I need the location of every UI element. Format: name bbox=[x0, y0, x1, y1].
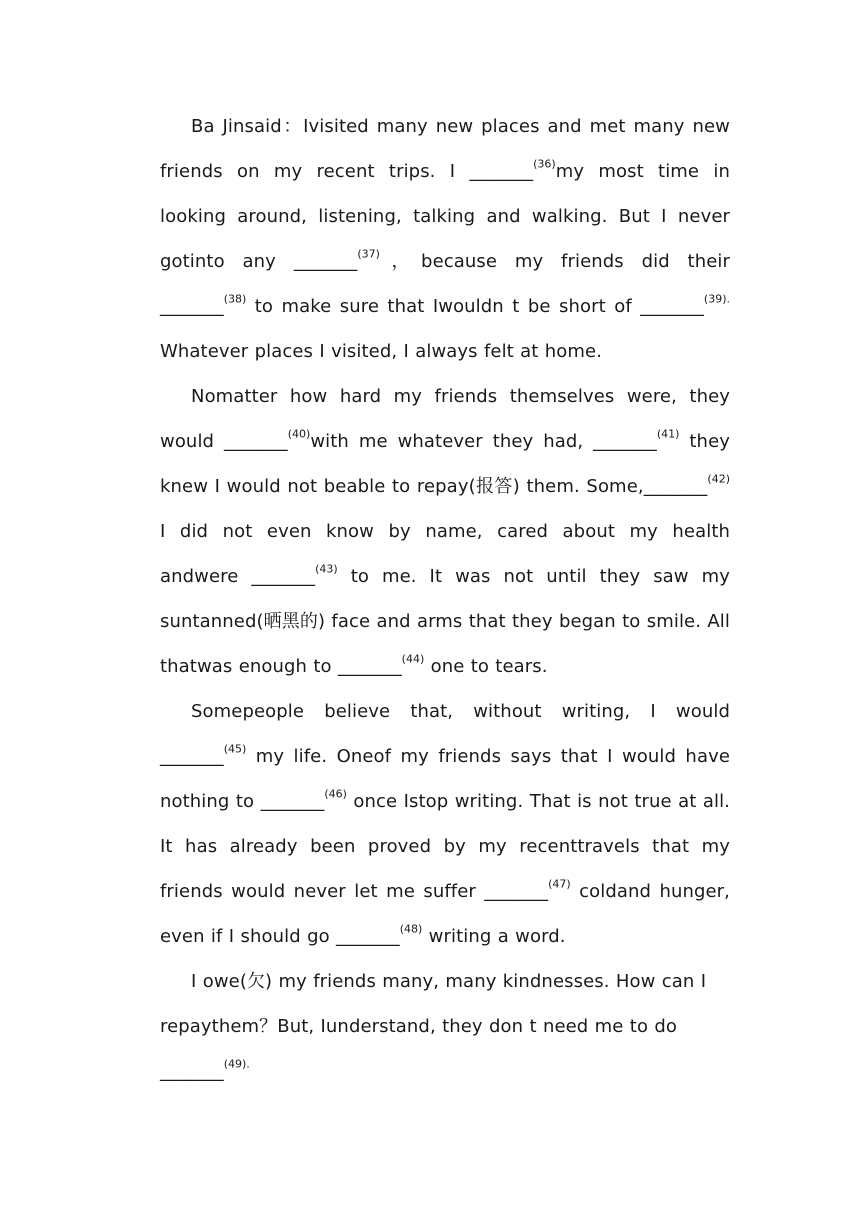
passage-text: to me. It was not until they saw my suntanned(晒黑的) face and arms that they began to smile. All thatwas enough to bbox=[160, 566, 730, 677]
passage-text: I did not even know by name, cared about my health andwere bbox=[160, 521, 730, 587]
blank-underline: _______ bbox=[251, 566, 316, 587]
blank-underline: _______ bbox=[484, 881, 549, 902]
question-number: (40) bbox=[287, 427, 311, 441]
cloze-blank bbox=[160, 742, 247, 767]
passage-text: they knew I would not beable to repay(报答) them. Some, bbox=[160, 431, 730, 497]
blank-underline: _______ bbox=[336, 926, 400, 947]
cloze-blank bbox=[640, 292, 730, 317]
question-number: (42) bbox=[707, 472, 730, 486]
passage-text: Ba Jinsaid：Ivisited many new places and met many new friends on my recent trips. I bbox=[160, 116, 730, 182]
question-number: (48) bbox=[399, 922, 423, 936]
cloze-blank bbox=[260, 787, 347, 812]
passage-paragraph bbox=[160, 104, 730, 374]
blank-underline: _______ bbox=[593, 431, 657, 452]
passage-text: coldand hunger, even if I should go bbox=[160, 881, 730, 947]
cloze-blank bbox=[643, 472, 730, 497]
question-number: (43) bbox=[315, 562, 338, 576]
passage-text: I owe(欠) my friends many, many kindnesses. How can I repaythem？But, Iunderstand, they don t need me to do bbox=[160, 971, 707, 1037]
blank-underline: _______ bbox=[469, 161, 534, 182]
passage-text: one to tears. bbox=[424, 656, 548, 677]
blank-underline: _______ bbox=[643, 476, 708, 497]
cloze-blank bbox=[224, 427, 311, 452]
cloze-blank bbox=[293, 247, 380, 272]
passage-paragraph bbox=[160, 374, 730, 689]
cloze-blank bbox=[160, 1057, 250, 1082]
question-number: (41) bbox=[656, 427, 680, 441]
passage-text: my most time in looking around, listening, talking and walking. But I never gotinto any bbox=[160, 161, 730, 272]
blank-underline: _______ bbox=[160, 746, 224, 767]
question-number: (39). bbox=[703, 292, 730, 306]
passage-text: Somepeople believe that, without writing, I would bbox=[191, 701, 730, 722]
passage-paragraph bbox=[160, 689, 730, 959]
passage-text: writing a word. bbox=[422, 926, 566, 947]
question-number: (45) bbox=[223, 742, 247, 756]
passage bbox=[160, 104, 730, 1094]
cloze-blank bbox=[336, 922, 423, 947]
blank-underline: _______ bbox=[293, 251, 358, 272]
question-number: (36) bbox=[533, 157, 556, 171]
question-number: (46) bbox=[324, 787, 347, 801]
passage-text: ，because my friends did their bbox=[379, 251, 730, 272]
blank-underline: _______ bbox=[337, 656, 402, 677]
passage-text: Whatever places I visited, I always felt at home. bbox=[160, 341, 603, 362]
blank-underline: _______ bbox=[224, 431, 288, 452]
cloze-blank bbox=[160, 292, 247, 317]
cloze-blank bbox=[469, 157, 556, 182]
question-number: (47) bbox=[548, 877, 571, 891]
blank-underline: _______ bbox=[260, 791, 325, 812]
blank-underline: _______ bbox=[160, 296, 224, 317]
question-number: (49). bbox=[223, 1057, 250, 1071]
blank-underline: _______ bbox=[160, 1061, 224, 1082]
cloze-blank bbox=[337, 652, 425, 677]
cloze-blank bbox=[593, 427, 680, 452]
cloze-blank bbox=[484, 877, 571, 902]
passage-text: once Istop writing. That is not true at all. It has already been proved by my recenttravels that my friends would never let me suffer bbox=[160, 791, 731, 902]
blank-underline: _______ bbox=[640, 296, 704, 317]
passage-paragraph bbox=[160, 959, 730, 1094]
passage-text: with me whatever they had, bbox=[310, 431, 594, 452]
question-number: (44) bbox=[401, 652, 425, 666]
passage-text: my life. Oneof my friends says that I would have nothing to bbox=[160, 746, 730, 812]
question-number: (38) bbox=[223, 292, 247, 306]
cloze-blank bbox=[251, 562, 338, 587]
question-number: (37) bbox=[357, 247, 380, 261]
passage-text: to make sure that Iwouldn t be short of bbox=[246, 296, 641, 317]
passage-text: Nomatter how hard my friends themselves were, they would bbox=[160, 386, 730, 452]
